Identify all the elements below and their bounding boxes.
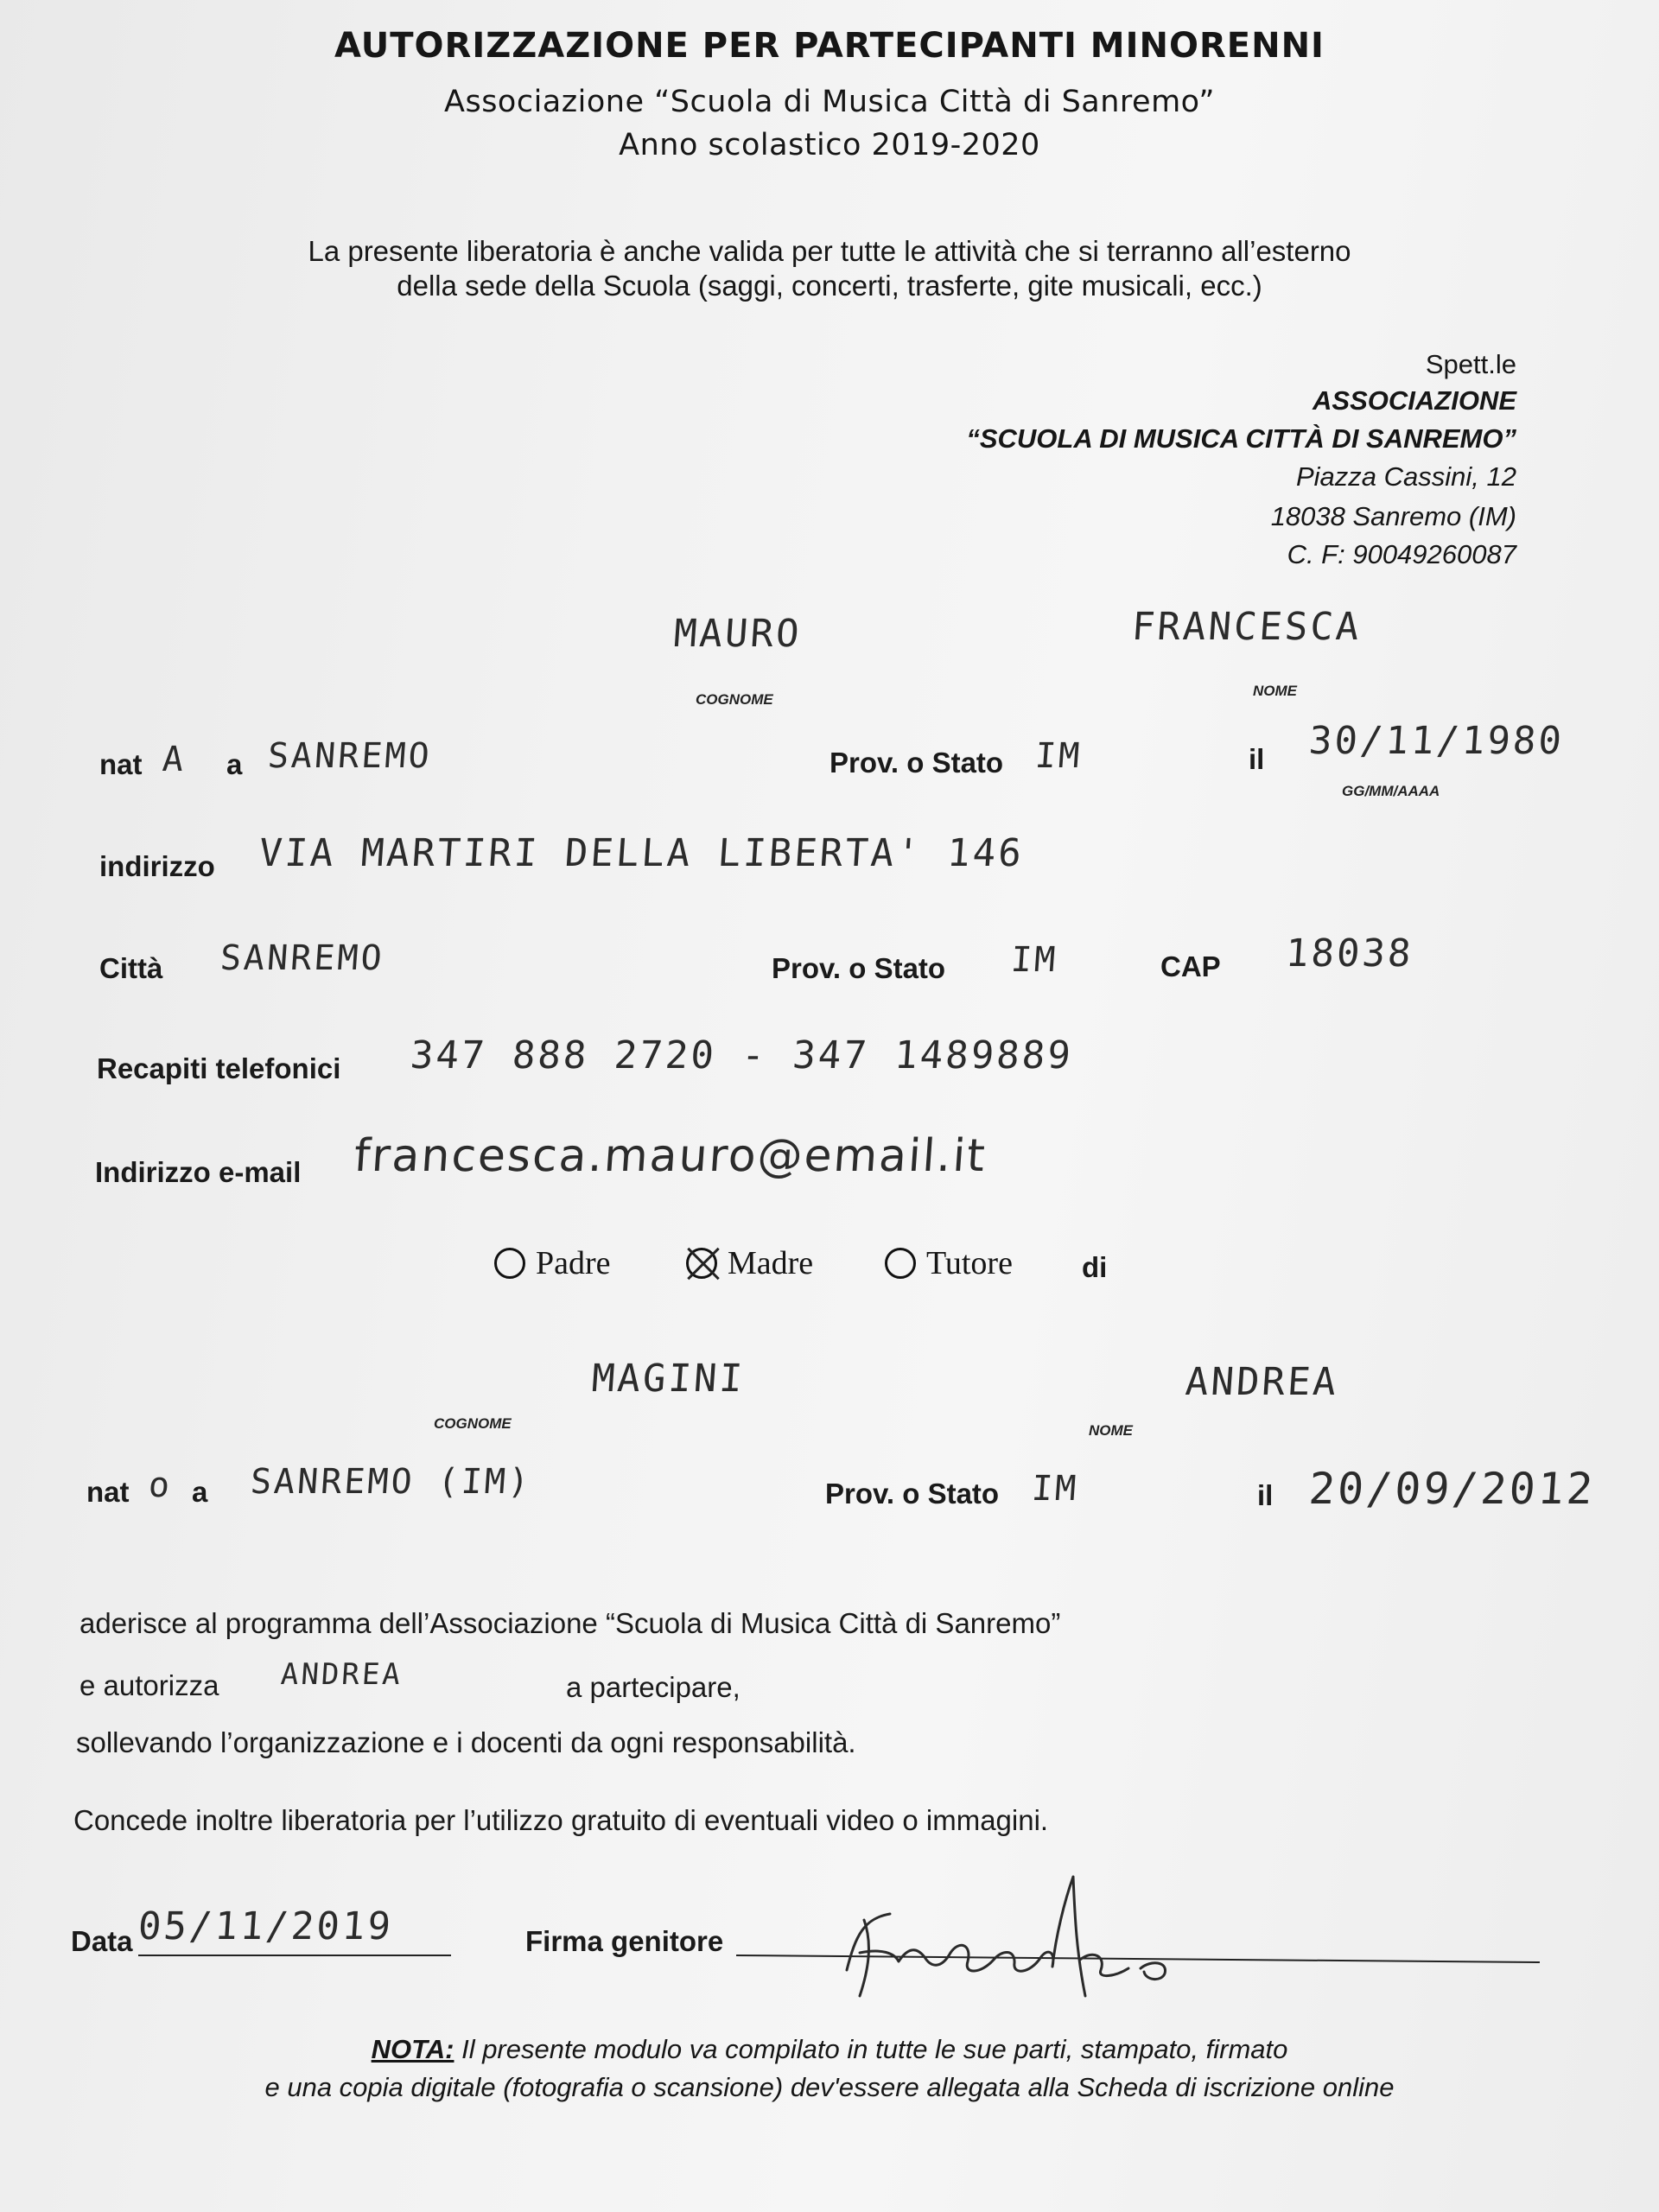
- child-born-at-label: a: [192, 1476, 208, 1508]
- child-name-label: NOME: [1089, 1422, 1133, 1439]
- recipient-salutation: Spett.le: [1425, 349, 1516, 379]
- child-name-value[interactable]: ANDREA: [1184, 1360, 1340, 1404]
- parent-surname-label: COGNOME: [696, 691, 773, 708]
- radio-padre[interactable]: [494, 1244, 611, 1282]
- child-born-suffix[interactable]: o: [147, 1465, 174, 1505]
- recipient-street: Piazza Cassini, 12: [1295, 461, 1516, 492]
- date-label: Data: [71, 1925, 133, 1957]
- parent-surname-value[interactable]: MAURO: [672, 612, 804, 656]
- child-birthplace-value[interactable]: SANREMO (IM): [249, 1462, 533, 1502]
- parent-date-hint: GG/MM/AAAA: [1342, 783, 1440, 799]
- parent-city-label: Città: [99, 952, 163, 984]
- signature-handwriting[interactable]: [830, 1866, 1192, 2013]
- parent-prov-value[interactable]: IM: [1033, 736, 1084, 776]
- recipient-org-1: ASSOCIAZIONE: [1313, 385, 1516, 416]
- parent-cap-value[interactable]: 18038: [1284, 931, 1415, 976]
- note-line-1-text: Il presente modulo va compilato in tutte le sue parti, stampato, firmato: [454, 2034, 1288, 2064]
- intro-line-2: della sede della Scuola (saggi, concerti, trasferte, gite musicali, ecc.): [397, 270, 1262, 302]
- parent-born-suffix[interactable]: A: [161, 740, 188, 779]
- consent-line-1: aderisce al programma dell’Associazione “Scuola di Musica Città di Sanremo”: [79, 1607, 1061, 1639]
- consent-line-2-post: a partecipare,: [566, 1671, 741, 1703]
- parent-city-prov-value[interactable]: IM: [1009, 940, 1059, 980]
- parent-birthplace-value[interactable]: SANREMO: [266, 736, 434, 776]
- radio-circle-tutore[interactable]: [885, 1248, 916, 1279]
- parent-phone-value[interactable]: 347 888 2720 - 347 1489889: [409, 1033, 1075, 1077]
- radio-label-padre: Padre: [536, 1245, 611, 1281]
- radio-circle-padre[interactable]: [494, 1248, 525, 1279]
- consent-authorized-name[interactable]: ANDREA: [279, 1657, 404, 1692]
- child-surname-label: COGNOME: [434, 1415, 512, 1432]
- child-surname-value[interactable]: MAGINI: [590, 1357, 747, 1401]
- recipient-city: 18038 Sanremo (IM): [1270, 501, 1516, 531]
- note-line-2: e una copia digitale (fotografia o scansione) dev'essere allegata alla Scheda di iscrizione online: [264, 2072, 1395, 2102]
- parent-birthdate-value[interactable]: 30/11/1980: [1307, 719, 1566, 763]
- radio-tutore[interactable]: [885, 1244, 1013, 1282]
- association-subtitle: Associazione “Scuola di Musica Città di Sanremo”: [444, 85, 1215, 119]
- parent-name-value[interactable]: FRANCESCA: [1130, 605, 1363, 649]
- signature-label: Firma genitore: [525, 1925, 724, 1957]
- school-year: Anno scolastico 2019-2020: [619, 128, 1040, 162]
- date-underline: [138, 1955, 451, 1956]
- relation-of-label: di: [1082, 1251, 1108, 1283]
- child-prov-label: Prov. o Stato: [825, 1478, 1000, 1510]
- recipient-tax-code: C. F: 90049260087: [1287, 539, 1516, 569]
- parent-phone-label: Recapiti telefonici: [97, 1052, 341, 1084]
- parent-prov-label: Prov. o Stato: [830, 747, 1004, 779]
- consent-line-3: sollevando l’organizzazione e i docenti da ogni responsabilità.: [76, 1726, 856, 1758]
- note-line-1: [0, 2034, 1659, 2065]
- consent-line-2-pre: e autorizza: [79, 1669, 219, 1701]
- parent-city-value[interactable]: SANREMO: [219, 938, 386, 978]
- date-value[interactable]: 05/11/2019: [137, 1904, 395, 1948]
- parent-city-prov-label: Prov. o Stato: [772, 952, 946, 984]
- child-date-label: il: [1257, 1479, 1274, 1511]
- recipient-org-2: “SCUOLA DI MUSICA CITTÀ DI SANREMO”: [966, 423, 1516, 454]
- parent-address-value[interactable]: VIA MARTIRI DELLA LIBERTA' 146: [257, 831, 1026, 875]
- parent-address-label: indirizzo: [99, 850, 215, 882]
- parent-email-label: Indirizzo e-mail: [95, 1156, 302, 1188]
- parent-name-label: NOME: [1253, 683, 1297, 699]
- child-born-label: nat: [86, 1476, 130, 1508]
- radio-label-tutore: Tutore: [926, 1245, 1013, 1281]
- radio-madre[interactable]: [686, 1244, 813, 1282]
- radio-circle-madre-checked[interactable]: [686, 1248, 717, 1279]
- document-title: AUTORIZZAZIONE PER PARTECIPANTI MINORENNI: [334, 26, 1325, 66]
- intro-line-1: La presente liberatoria è anche valida per tutte le attività che si terranno all’esterno: [308, 235, 1351, 267]
- parent-born-at-label: a: [226, 748, 243, 780]
- child-birthdate-value[interactable]: 20/09/2012: [1306, 1464, 1598, 1514]
- radio-label-madre: Madre: [728, 1245, 814, 1281]
- parent-date-label: il: [1249, 743, 1265, 775]
- parent-born-label: nat: [99, 748, 143, 780]
- consent-line-4: Concede inoltre liberatoria per l’utilizzo gratuito di eventuali video o immagini.: [73, 1804, 1049, 1836]
- child-prov-value[interactable]: IM: [1030, 1469, 1080, 1509]
- note-prefix: NOTA:: [371, 2034, 454, 2064]
- parent-cap-label: CAP: [1160, 950, 1221, 982]
- parent-email-value[interactable]: francesca.mauro@email.it: [352, 1130, 988, 1182]
